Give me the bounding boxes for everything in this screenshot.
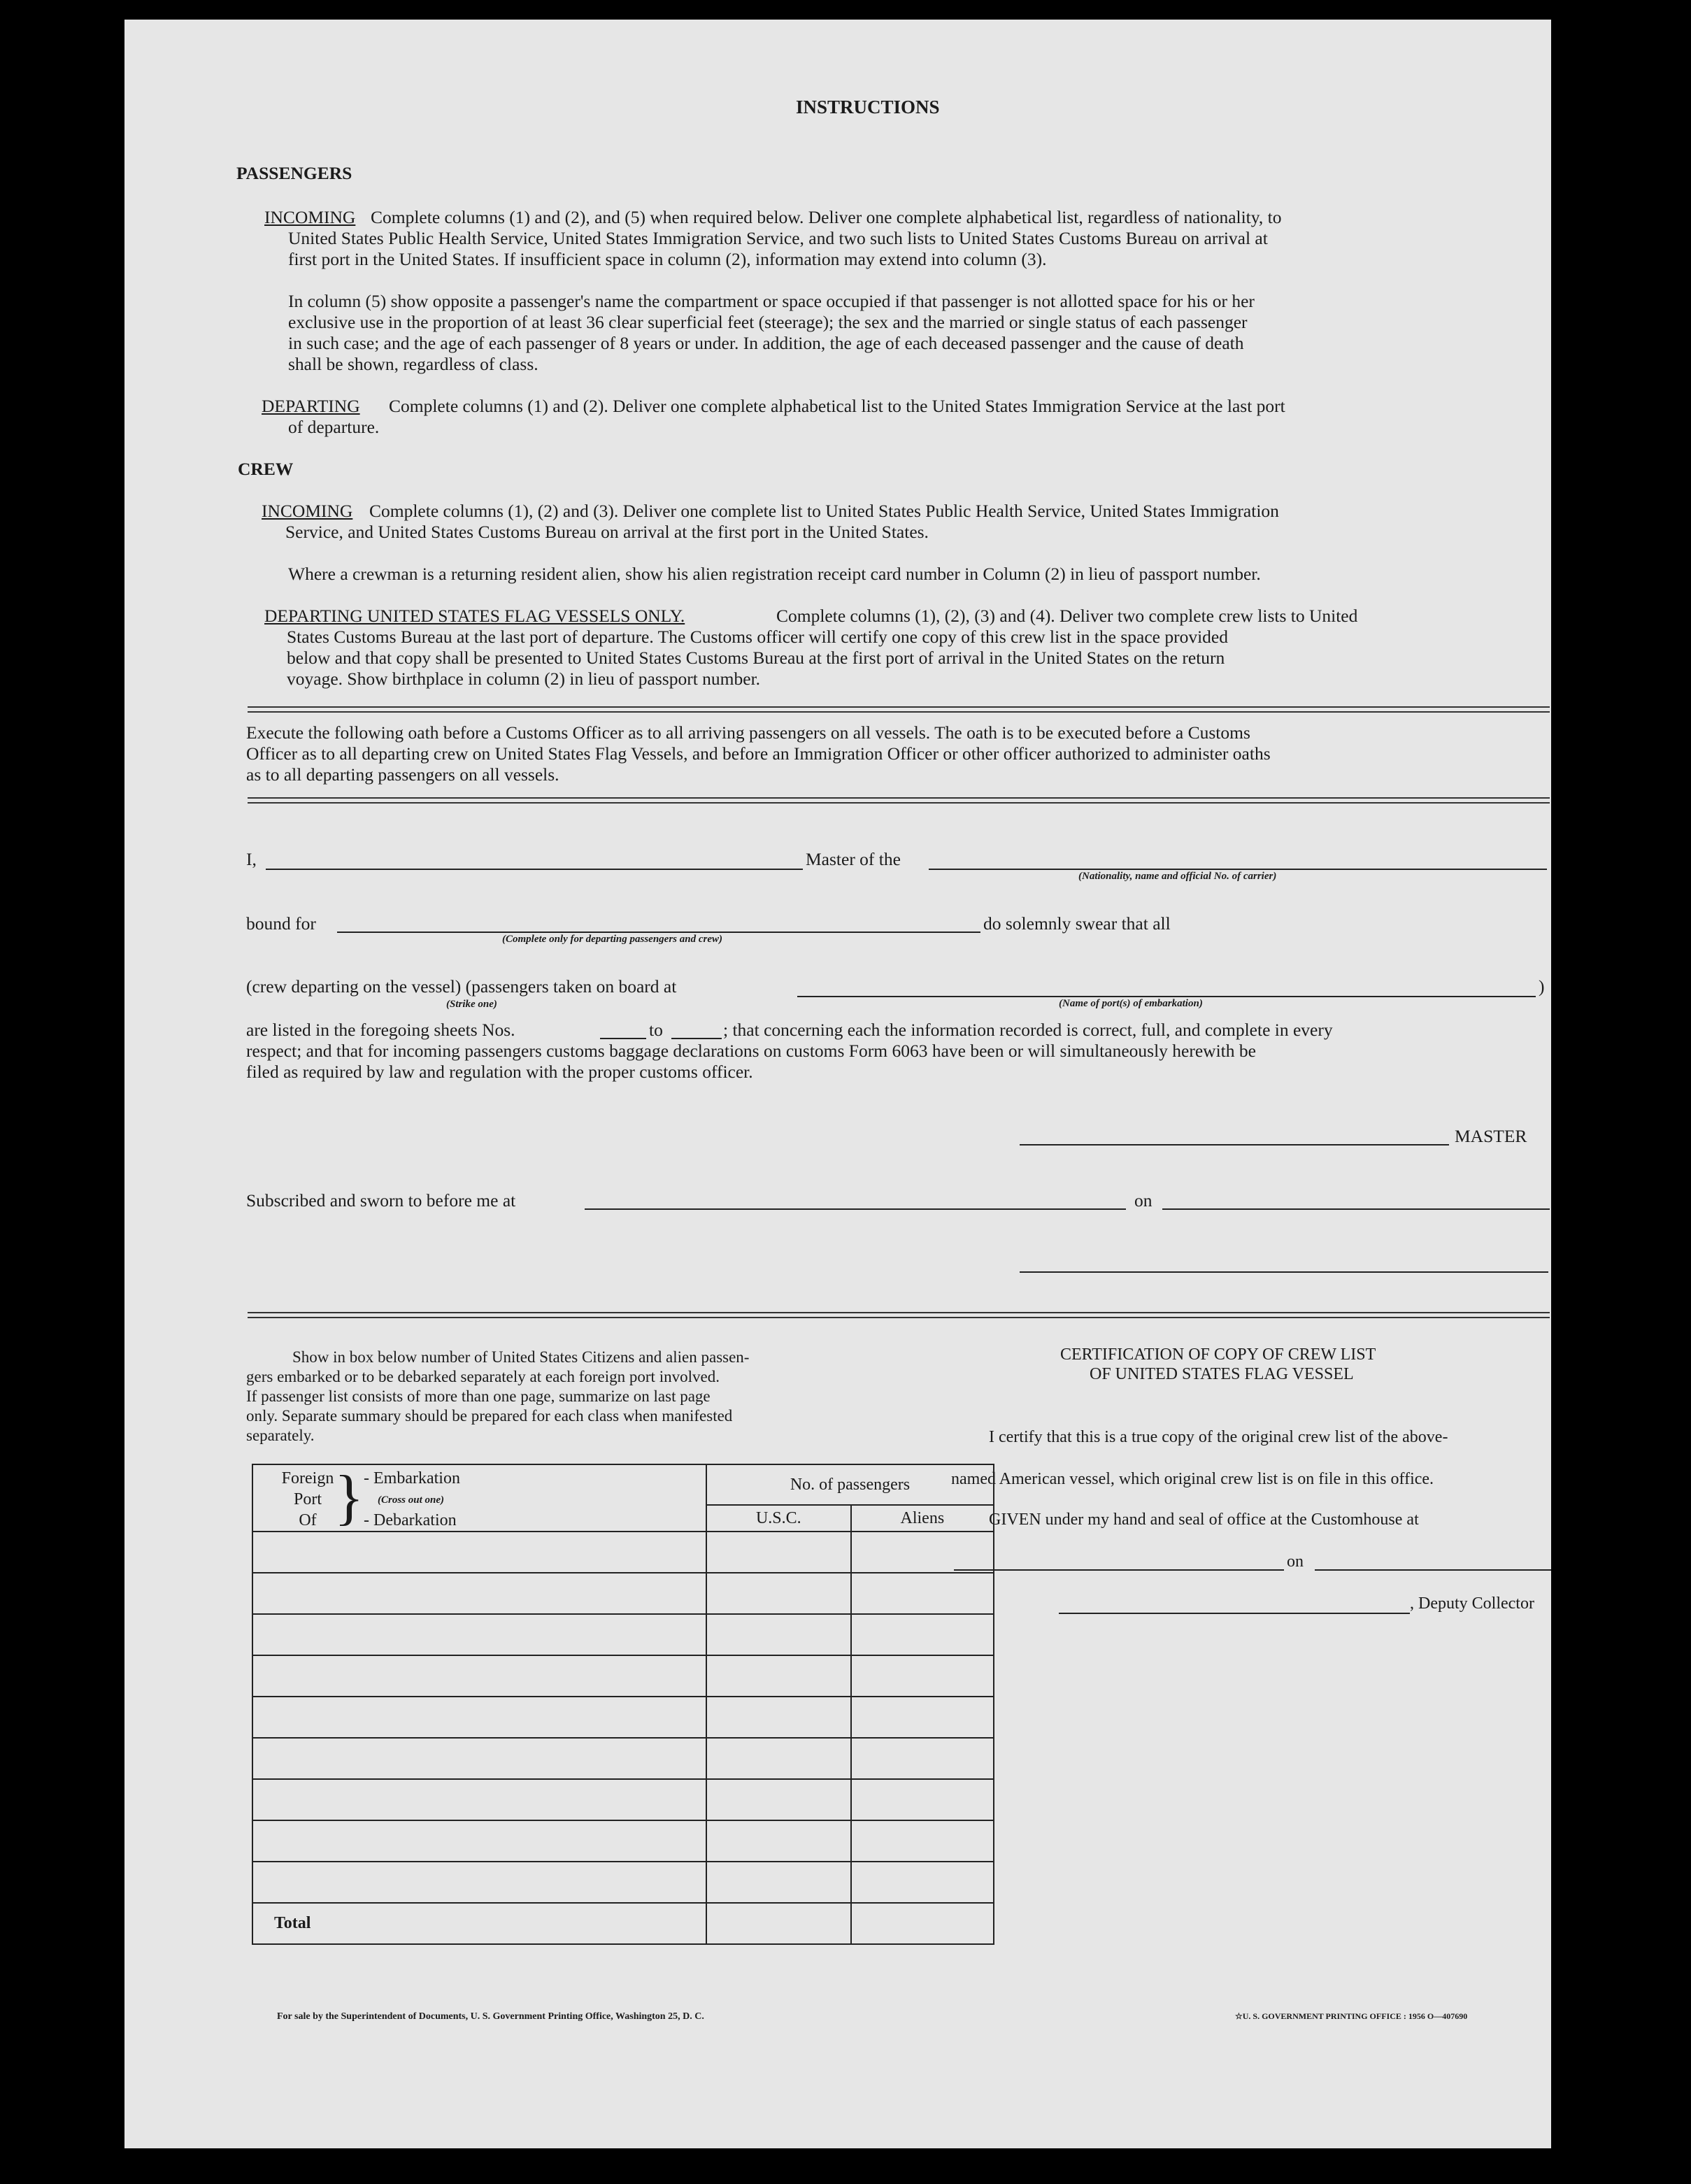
sheets-to-label: to: [649, 1020, 663, 1040]
usc-cell[interactable]: [706, 1820, 851, 1862]
officer-signature-field[interactable]: [1020, 1271, 1548, 1273]
carrier-field[interactable]: [929, 869, 1547, 870]
aliens-cell[interactable]: [851, 1862, 994, 1903]
divider: [248, 1312, 1550, 1318]
crew-departing-line: Complete columns (1), (2), (3) and (4). Deliver two complete crew lists to United: [776, 606, 1358, 626]
master-of-the-label: Master of the: [806, 849, 901, 869]
bound-for-label: bound for: [246, 913, 316, 934]
aliens-header: Aliens: [851, 1505, 994, 1532]
bound-for-field[interactable]: [337, 932, 980, 933]
summary-instruction-line: gers embarked or to be debarked separately at each foreign port involved.: [246, 1368, 720, 1385]
passengers-count-header: No. of passengers: [706, 1464, 994, 1505]
port-cell[interactable]: [252, 1779, 706, 1820]
sworn-on-label: on: [1134, 1190, 1153, 1211]
usc-cell[interactable]: [706, 1738, 851, 1779]
header-foreign: Foreign: [281, 1469, 334, 1487]
debarkation-label: - Debarkation: [364, 1511, 457, 1529]
crew-departing-label: DEPARTING UNITED STATES FLAG VESSELS ONLY.: [264, 606, 685, 626]
passengers-incoming-line: first port in the United States. If insufficient space in column (2), information may extend into column (3).: [288, 249, 1047, 269]
crew-departing-line: States Customs Bureau at the last port of departure. The Customs officer will certify one copy of this crew list in the space provided: [287, 627, 1228, 647]
crew-resident-line: Where a crewman is a returning resident alien, show his alien registration receipt card number in Column (2) in lieu of passport number.: [288, 564, 1261, 584]
passengers-departing-label: DEPARTING: [262, 396, 360, 416]
summary-instruction-line: If passenger list consists of more than one page, summarize on last page: [246, 1387, 711, 1405]
strike-one-caption: (Strike one): [446, 999, 497, 1010]
respect-line: filed as required by law and regulation with the proper customs officer.: [246, 1062, 753, 1082]
usc-cell[interactable]: [706, 1655, 851, 1697]
summary-instruction-line: separately.: [246, 1427, 315, 1444]
column5-line: shall be shown, regardless of class.: [288, 354, 538, 374]
column5-line: in such case; and the age of each passenger of 8 years or under. In addition, the age of each deceased passenger and the cause of death: [288, 333, 1244, 353]
aliens-cell[interactable]: [851, 1655, 994, 1697]
sworn-date-field[interactable]: [1162, 1208, 1550, 1210]
certification-title: CERTIFICATION OF COPY OF CREW LIST: [1060, 1346, 1376, 1364]
divider: [248, 797, 1550, 804]
aliens-cell[interactable]: [851, 1820, 994, 1862]
page-title: INSTRUCTIONS: [796, 97, 940, 117]
port-cell[interactable]: [252, 1820, 706, 1862]
total-label: Total: [252, 1903, 706, 1944]
summary-instruction-line: only. Separate summary should be prepared for each class when manifested: [246, 1407, 733, 1425]
sheets-text-continued: ; that concerning each the information recorded is correct, full, and complete in every: [723, 1020, 1333, 1040]
port-cell[interactable]: [252, 1573, 706, 1614]
certify-line: named American vessel, which original crew list is on file in this office.: [951, 1470, 1434, 1488]
close-paren: ): [1539, 976, 1545, 997]
port-cell[interactable]: [252, 1738, 706, 1779]
usc-cell[interactable]: [706, 1697, 851, 1738]
given-line: GIVEN under my hand and seal of office at the Customhouse at: [989, 1511, 1419, 1529]
header-of: Of: [299, 1511, 317, 1529]
usc-header: U.S.C.: [706, 1505, 851, 1532]
footer-printing-office: ☆U. S. GOVERNMENT PRINTING OFFICE : 1956 O—407690: [1235, 2011, 1468, 2021]
foreign-port-header: [252, 1464, 706, 1532]
aliens-cell[interactable]: [851, 1738, 994, 1779]
usc-cell[interactable]: [706, 1614, 851, 1655]
crew-departing-line: below and that copy shall be presented to United States Customs Bureau at the first port of arrival in the United States on the return: [287, 648, 1225, 668]
usc-cell[interactable]: [706, 1862, 851, 1903]
respect-line: respect; and that for incoming passengers customs baggage declarations on customs Form 6063 have been or will simultaneously herewith be: [246, 1041, 1256, 1061]
cross-out-caption: (Cross out one): [378, 1494, 445, 1506]
bound-for-caption: (Complete only for departing passengers and crew): [502, 934, 722, 945]
aliens-total-cell[interactable]: [851, 1903, 994, 1944]
passengers-incoming-line: Complete columns (1) and (2), and (5) when required below. Deliver one complete alphabetical list, regardless of nationality, to: [371, 207, 1282, 227]
certify-line: I certify that this is a true copy of the original crew list of the above-: [989, 1428, 1448, 1446]
divider: [248, 706, 1550, 713]
port-cell[interactable]: [252, 1862, 706, 1903]
oath-line: as to all departing passengers on all vessels.: [246, 764, 559, 785]
certification-date-field[interactable]: [1315, 1569, 1551, 1571]
master-name-field[interactable]: [266, 869, 803, 870]
crew-departing-oath-text: (crew departing on the vessel) (passengers taken on board at: [246, 976, 677, 997]
swear-label: do solemnly swear that all: [983, 913, 1171, 934]
aliens-cell[interactable]: [851, 1532, 994, 1573]
header-port: Port: [293, 1490, 322, 1508]
port-cell[interactable]: [252, 1697, 706, 1738]
passengers-departing-line: of departure.: [288, 417, 380, 437]
i-label: I,: [246, 849, 257, 869]
usc-cell[interactable]: [706, 1532, 851, 1573]
brace-icon: }: [334, 1464, 364, 1532]
crew-incoming-line: Complete columns (1), (2) and (3). Deliver one complete list to United States Public Health Service, United States Immigration: [369, 501, 1279, 521]
embarkation-label: - Embarkation: [364, 1469, 460, 1487]
sheet-from-field[interactable]: [600, 1038, 646, 1039]
deputy-signature-field[interactable]: [1059, 1613, 1410, 1614]
certification-on-label: on: [1287, 1553, 1304, 1571]
aliens-cell[interactable]: [851, 1614, 994, 1655]
column5-line: In column (5) show opposite a passenger's name the compartment or space occupied if that passenger is not allotted space for his or her: [288, 291, 1255, 311]
sheets-text: are listed in the foregoing sheets Nos.: [246, 1020, 515, 1040]
passenger-summary-table: [252, 1464, 994, 1945]
sheet-to-field[interactable]: [671, 1038, 722, 1039]
form-page: [124, 20, 1551, 2148]
embarkation-ports-field[interactable]: [797, 996, 1536, 997]
crew-heading: CREW: [238, 459, 294, 479]
deputy-collector-label: , Deputy Collector: [1410, 1594, 1534, 1613]
passengers-incoming-line: United States Public Health Service, United States Immigration Service, and two such lists to United States Customs Bureau on arrival at: [288, 228, 1268, 248]
customhouse-field[interactable]: [954, 1569, 1284, 1571]
summary-instruction-line: Show in box below number of United States Citizens and alien passen-: [292, 1348, 750, 1366]
aliens-cell[interactable]: [851, 1779, 994, 1820]
footer-sale-notice: For sale by the Superintendent of Documents, U. S. Government Printing Office, Washington 25, D. C.: [277, 2011, 704, 2022]
passengers-heading: PASSENGERS: [236, 163, 352, 183]
usc-cell[interactable]: [706, 1573, 851, 1614]
oath-line: Officer as to all departing crew on United States Flag Vessels, and before an Immigration Officer or other officer authorized to administer oaths: [246, 743, 1271, 764]
passengers-departing-line: Complete columns (1) and (2). Deliver one complete alphabetical list to the United States Immigration Service at the last port: [389, 396, 1285, 416]
crew-departing-line: voyage. Show birthplace in column (2) in lieu of passport number.: [287, 669, 761, 689]
ports-caption: (Name of port(s) of embarkation): [1059, 998, 1203, 1009]
usc-total-cell[interactable]: [706, 1903, 851, 1944]
passengers-incoming-label: INCOMING: [264, 207, 356, 227]
port-cell[interactable]: [252, 1655, 706, 1697]
aliens-cell[interactable]: [851, 1697, 994, 1738]
aliens-cell[interactable]: [851, 1573, 994, 1614]
sworn-place-field[interactable]: [585, 1208, 1126, 1210]
crew-incoming-label: INCOMING: [262, 501, 353, 521]
master-label: MASTER: [1455, 1126, 1527, 1146]
subscribed-label: Subscribed and sworn to before me at: [246, 1190, 516, 1211]
port-cell[interactable]: [252, 1614, 706, 1655]
master-signature-field[interactable]: [1020, 1144, 1449, 1145]
crew-incoming-line: Service, and United States Customs Bureau on arrival at the first port in the United States.: [285, 522, 929, 542]
usc-cell[interactable]: [706, 1779, 851, 1820]
certification-subtitle: OF UNITED STATES FLAG VESSEL: [1090, 1365, 1354, 1383]
carrier-caption: (Nationality, name and official No. of carrier): [1078, 871, 1277, 882]
port-cell[interactable]: [252, 1532, 706, 1573]
column5-line: exclusive use in the proportion of at least 36 clear superficial feet (steerage); the sex and the married or single status of each passenger: [288, 312, 1248, 332]
oath-line: Execute the following oath before a Customs Officer as to all arriving passengers on all vessels. The oath is to be executed before a Customs: [246, 722, 1250, 743]
